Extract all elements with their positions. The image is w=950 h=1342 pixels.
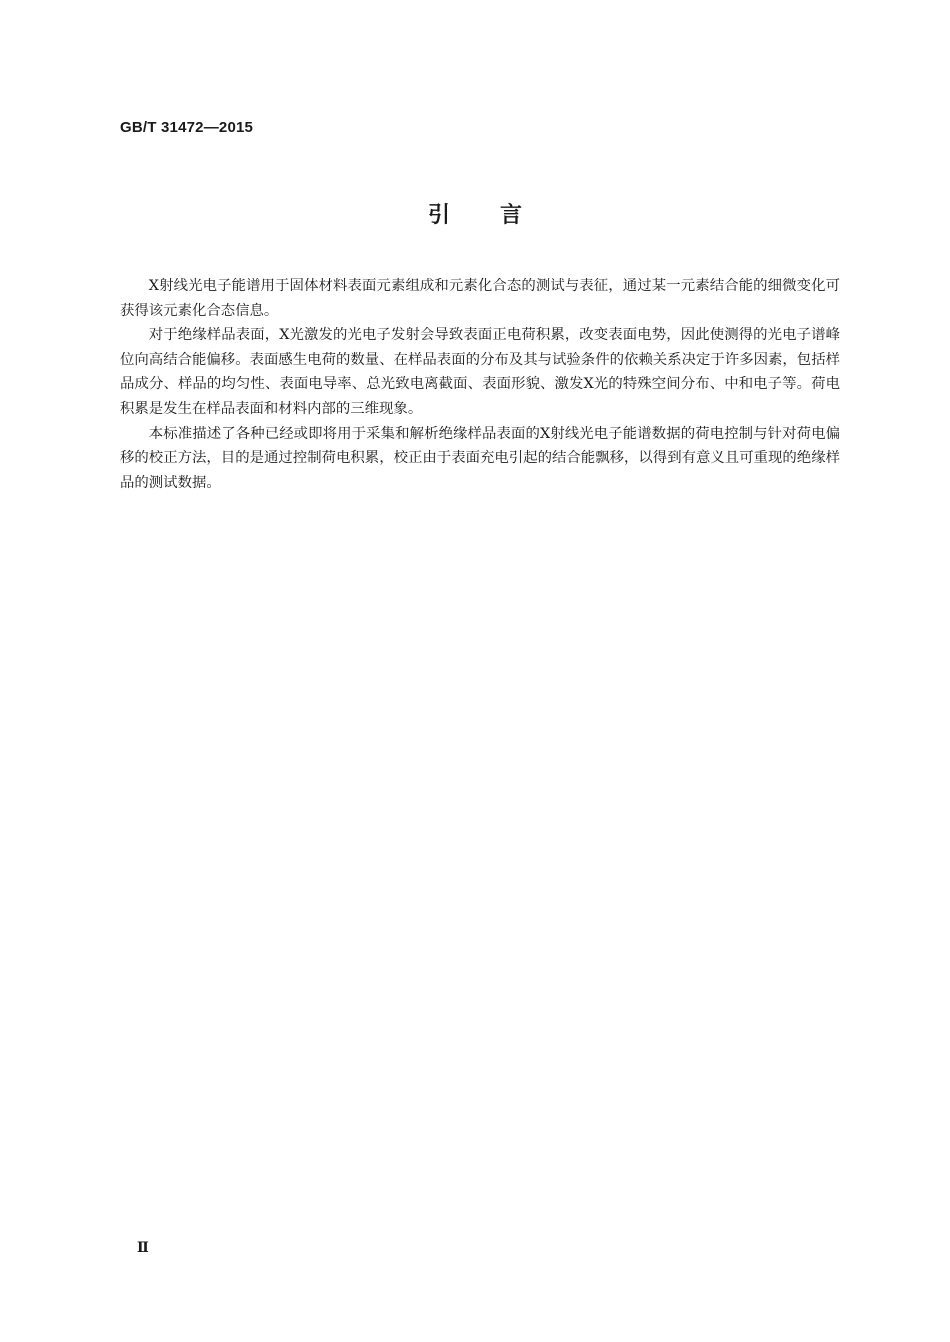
body-text [120, 274, 840, 495]
standard-number: GB/T 31472—2015 [120, 119, 254, 136]
section-title: 引言 [427, 203, 572, 228]
page-number: Ⅱ [137, 1240, 149, 1256]
paragraph: X射线光电子能谱用于固体材料表面元素组成和元素化合态的测试与表征，通过某一元素结合能的细微变化可获得该元素化合态信息。 [120, 278, 840, 319]
paragraph: 对于绝缘样品表面，X光激发的光电子发射会导致表面正电荷积累，改变表面电势，因此使测得的光电子谱峰位向高结合能偏移。表面感生电荷的数量、在样品表面的分布及其与试验条件的依赖关系决定于许多因素，包括样品成分、样品的均匀性、表面电导率、总光致电离截面、表面形貌、激发X光的特殊空间分布、中和电子等。荷电积累是发生在样品表面和材料内部的三维现象。 [120, 327, 840, 417]
paragraph: 本标准描述了各种已经或即将用于采集和解析绝缘样品表面的X射线光电子能谱数据的荷电控制与针对荷电偏移的校正方法，目的是通过控制荷电积累，校正由于表面充电引起的结合能飘移，以得到有意义且可重现的绝缘样品的测试数据。 [120, 425, 840, 491]
